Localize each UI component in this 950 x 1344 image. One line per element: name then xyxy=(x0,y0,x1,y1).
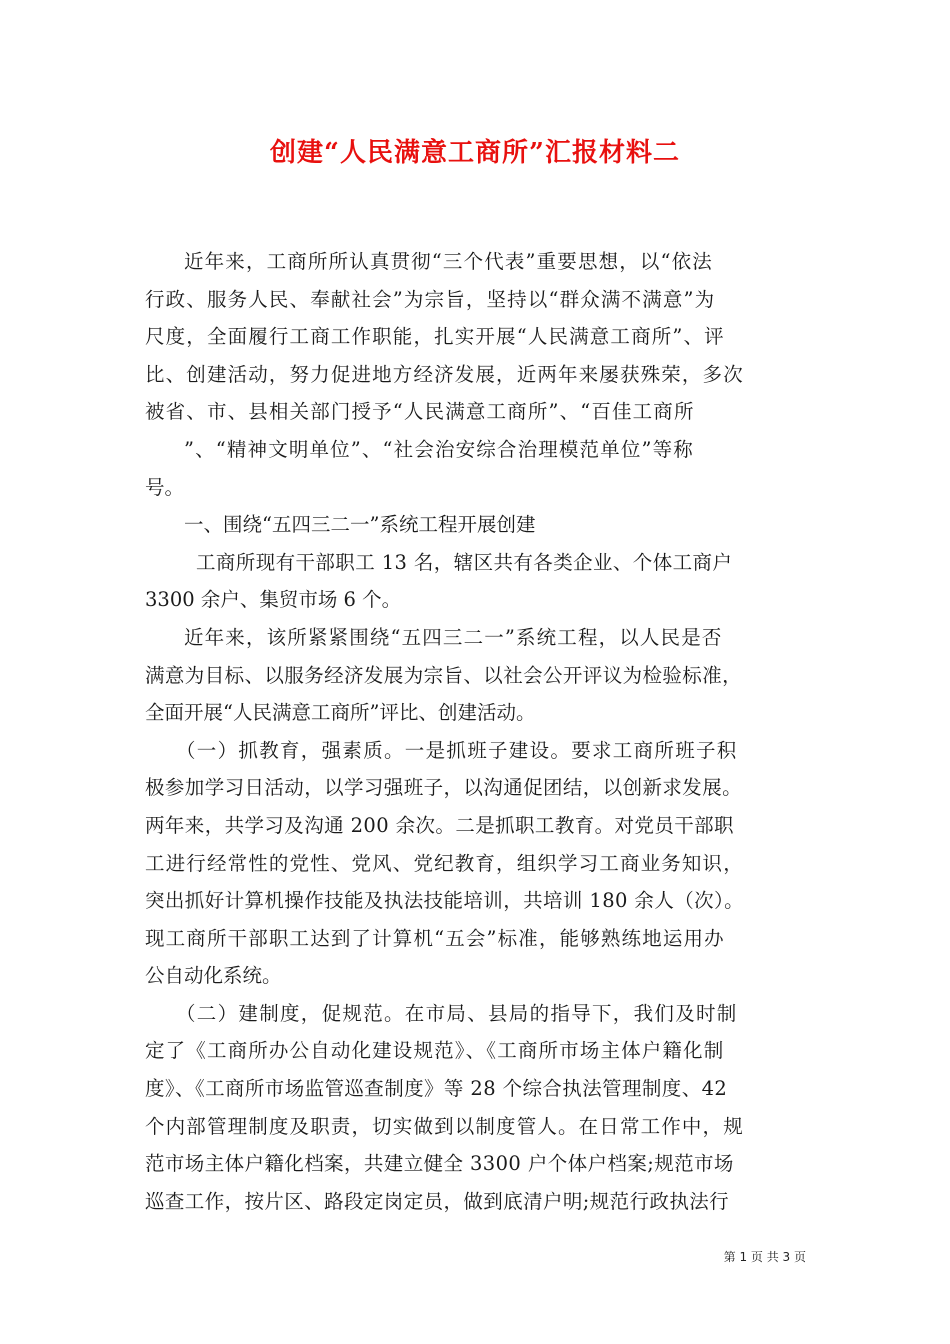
document-body xyxy=(145,243,810,1220)
text-line: 突出抓好计算机操作技能及执法技能培训，共培训 180 余人（次）。 xyxy=(145,889,745,913)
text-line: 极参加学习日活动，以学习强班子，以沟通促团结，以创新求发展。 xyxy=(145,776,743,800)
text-line: 工商所现有干部职工 13 名，辖区共有各类企业、个体工商户 xyxy=(196,550,733,574)
text-line: 3300 余户、集贸市场 6 个。 xyxy=(145,588,402,612)
text-line: 尺度，全面履行工商工作职能，扎实开展“人民满意工商所”、评 xyxy=(145,325,725,349)
page-number: 第 1 页 共 3 页 xyxy=(723,1250,806,1264)
text-line: （一）抓教育，强素质。一是抓班子建设。要求工商所班子积 xyxy=(176,738,738,762)
text-line: 两年来，共学习及沟通 200 余次。二是抓职工教育。对党员干部职 xyxy=(145,813,734,837)
text-line: 满意为目标、以服务经济发展为宗旨、以社会公开评议为检验标准， xyxy=(145,663,743,687)
text-line: 范市场主体户籍化档案，共建立健全 3300 户个体户档案;规范市场 xyxy=(145,1152,734,1176)
text-line: 现工商所干部职工达到了计算机“五会”标准，能够熟练地运用办 xyxy=(145,926,725,950)
text-line: （二）建制度，促规范。在市局、县局的指导下，我们及时制 xyxy=(176,1001,738,1025)
text-line: 巡查工作，按片区、路段定岗定员，做到底清户明;规范行政执法行 xyxy=(145,1189,730,1213)
text-line: 定了《工商所办公自动化建设规范》、《工商所市场主体户籍化制 xyxy=(145,1039,725,1063)
text-line: 工进行经常性的党性、党风、党纪教育，组织学习工商业务知识， xyxy=(145,851,744,875)
text-line: 度》、《工商所市场监管巡查制度》等 28 个综合执法管理制度、42 xyxy=(145,1077,728,1101)
text-line: 公自动化系统。 xyxy=(145,964,282,988)
page-title: 创建“人民满意工商所”汇报材料二 xyxy=(270,138,680,168)
text-line: 个内部管理制度及职责，切实做到以制度管人。在日常工作中，规 xyxy=(145,1114,744,1138)
text-line: 近年来，该所紧紧围绕“五四三二一”系统工程，以人民是否 xyxy=(184,625,723,649)
text-line: 被省、市、县相关部门授予“人民满意工商所”、“百佳工商所 xyxy=(145,400,695,424)
text-line: ”、“精神文明单位”、“社会治安综合治理模范单位”等称 xyxy=(184,437,694,461)
text-line: 全面开展“人民满意工商所”评比、创建活动。 xyxy=(145,701,536,725)
text-line: 近年来，工商所所认真贯彻“三个代表”重要思想，以“依法 xyxy=(184,250,713,273)
text-line: 行政、服务人民、奉献社会”为宗旨，坚持以“群众满不满意”为 xyxy=(145,287,716,311)
section-heading: 一、围绕“五四三二一”系统工程开展创建 xyxy=(184,513,536,537)
text-line: 比、创建活动，努力促进地方经济发展，近两年来屡获殊荣，多次 xyxy=(145,362,744,386)
text-line: 号。 xyxy=(145,475,185,499)
